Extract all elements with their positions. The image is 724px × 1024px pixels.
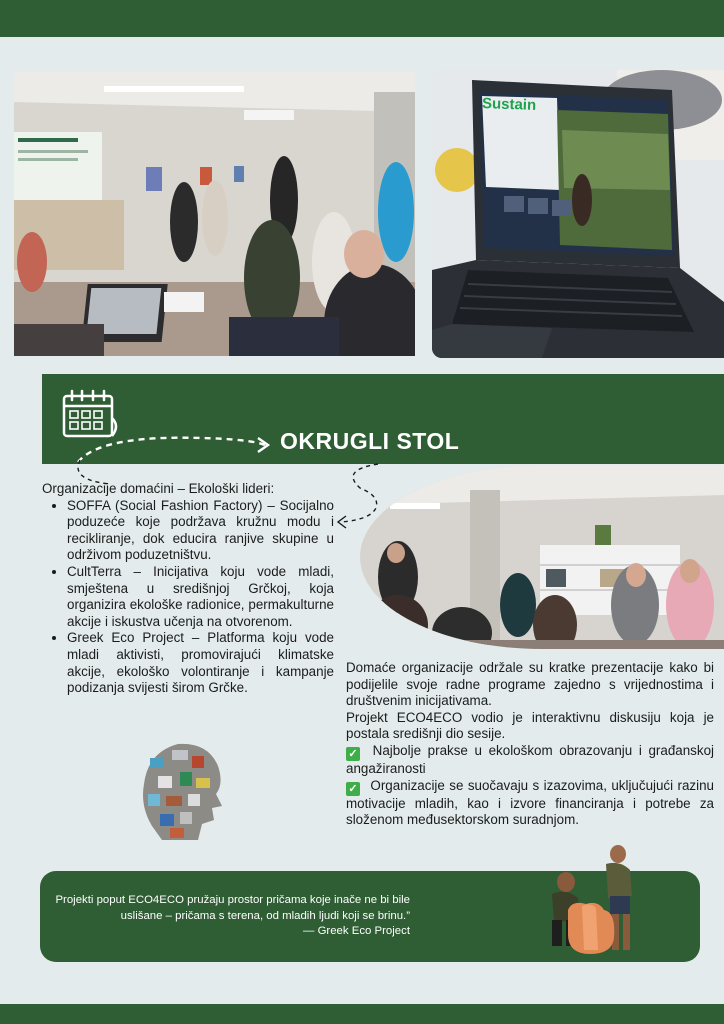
quote-author: — Greek Eco Project <box>303 925 410 938</box>
host-organizations-intro: Organizacije domaćini – Ekološki lideri: <box>42 481 275 496</box>
bottom-bar <box>0 1004 724 1024</box>
summary-paragraph: Domaće organizacije održale su kratke prezentacije kako bi podijelile svoje radne programe zajedno s vrijednostima i društvenim inicijativama. <box>346 660 714 709</box>
host-organizations <box>42 481 334 697</box>
quote-text: Projekti poput ECO4ECO pružaju prostor pričama koje inače ne bi bile uslišane – pričama s terena, od mladih ljudi koji se brinu.” <box>55 894 410 922</box>
check-icon: ✓ <box>346 747 360 761</box>
check-item: ✓ Organizacije se suočavaju s izazovima, uključujući razinu motivacije mladih, kao i izvore financiranja i potrebe za složenom međusektorskom suradnjom. <box>346 777 714 828</box>
workshop-room-photo <box>14 72 415 356</box>
check-icon: ✓ <box>346 782 360 796</box>
list-item: • SOFFA (Social Fashion Factory) – Socijalno poduzeće koje podržava kružnu modu i recikliranje, dok educira ranjive skupine u održivom poduzetništvu. <box>67 498 334 564</box>
laptop-screen-title: Sustain <box>481 95 537 114</box>
top-bar <box>0 0 724 37</box>
host-organizations-list <box>42 498 334 697</box>
list-item: • CultTerra – Inicijativa koju vode mladi, smještena u središnjoj Grčkoj, koja organizira ekološke radionice, permakulturne akcije i iskustva učenja na otvorenom. <box>67 564 334 630</box>
discussion-summary <box>346 660 714 829</box>
check-item: ✓ Najbolje prakse u ekološkom obrazovanju i građanskoj angažiranosti <box>346 742 714 776</box>
summary-paragraph: Projekt ECO4ECO vodio je interaktivnu diskusiju koja je postala središnji dio sesije. <box>346 709 714 742</box>
recycled-cans-head-illustration <box>132 736 228 846</box>
list-item: • Greek Eco Project – Platforma koju vode mladi aktivisti, promovirajući klimatske akcije, ekološko volontiranje i kampanje podizanja svijesti širom Grčke. <box>67 630 334 696</box>
quote <box>52 893 410 940</box>
roundtable-photo <box>360 465 724 649</box>
laptop-photo <box>432 70 724 358</box>
volunteers-illustration <box>538 842 648 958</box>
section-title: OKRUGLI STOL <box>280 428 460 454</box>
